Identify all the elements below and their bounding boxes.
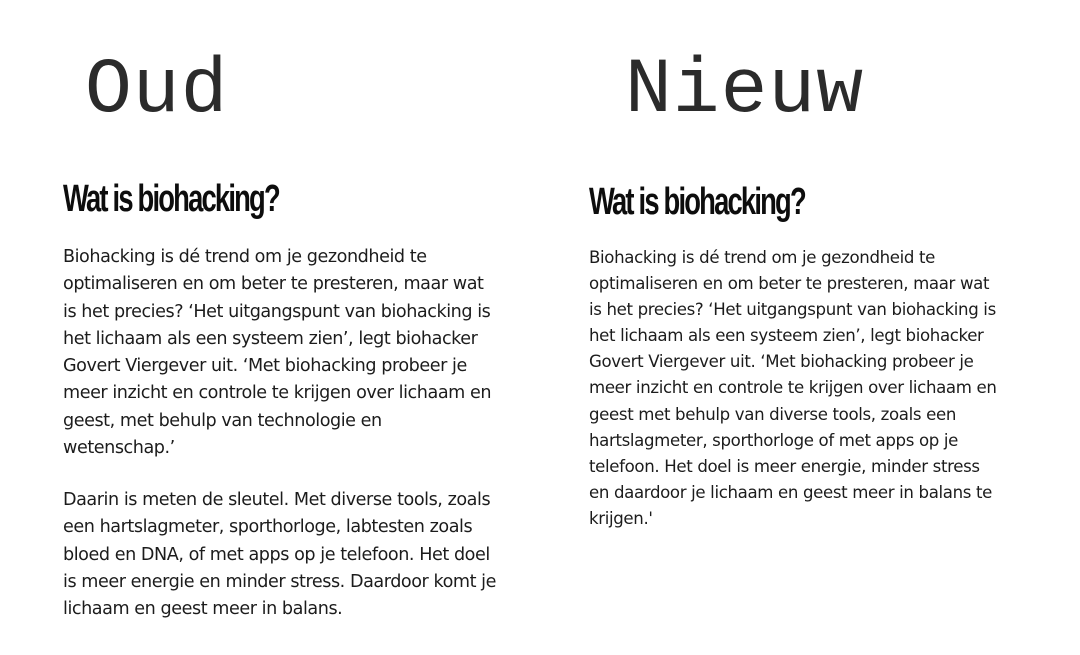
text-line: optimaliseren en om beter te presteren, maar wat [589,274,990,294]
new-article-heading: Wat is biohacking? [589,181,805,223]
old-version-label: Oud [85,47,229,135]
text-line: het lichaam als een systeem zien’, legt biohacker [589,326,984,346]
text-line: geest met behulp van diverse tools, zoals een [589,404,956,424]
old-paragraph-2 [63,487,538,623]
text-line: het lichaam als een systeem zien’, legt biohacker [63,328,478,349]
text-line: Govert Viergever uit. ‘Met biohacking probeer je [589,352,974,372]
new-paragraph-1 [589,245,1029,532]
text-line: is het precies? ‘Het uitgangspunt van biohacking is [63,301,491,322]
text-line: is meer energie en minder stress. Daardoor komt je [63,571,496,592]
text-line: geest, met behulp van technologie en [63,410,382,431]
text-line: meer inzicht en controle te krijgen over lichaam en [63,383,492,404]
text-line: een hartslagmeter, sporthorloge, labtesten zoals [63,517,473,538]
text-line: bloed en DNA, of met apps op je telefoon. Het doel [63,544,490,565]
old-paragraph-1 [63,244,538,462]
text-line: meer inzicht en controle te krijgen over lichaam en [589,378,997,398]
text-line: krijgen.' [589,508,653,528]
text-line: is het precies? ‘Het uitgangspunt van biohacking is [589,300,996,320]
text-line: Govert Viergever uit. ‘Met biohacking probeer je [63,356,467,377]
text-line: hartslagmeter, sporthorloge of met apps op je [589,430,958,450]
text-line: lichaam en geest meer in balans. [63,599,343,620]
text-line: en daardoor je lichaam en geest meer in balans te [589,482,993,502]
old-article-heading: Wat is biohacking? [63,178,279,220]
new-version-label: Nieuw [625,47,865,135]
text-line: Biohacking is dé trend om je gezondheid te [63,247,427,267]
text-line: Daarin is meten de sleutel. Met diverse tools, zoals [63,490,491,510]
text-line: Biohacking is dé trend om je gezondheid te [589,248,936,267]
text-line: optimaliseren en om beter te presteren, maar wat [63,274,484,295]
text-line: wetenschap.’ [63,438,175,459]
text-line: telefoon. Het doel is meer energie, minder stress [589,456,980,476]
